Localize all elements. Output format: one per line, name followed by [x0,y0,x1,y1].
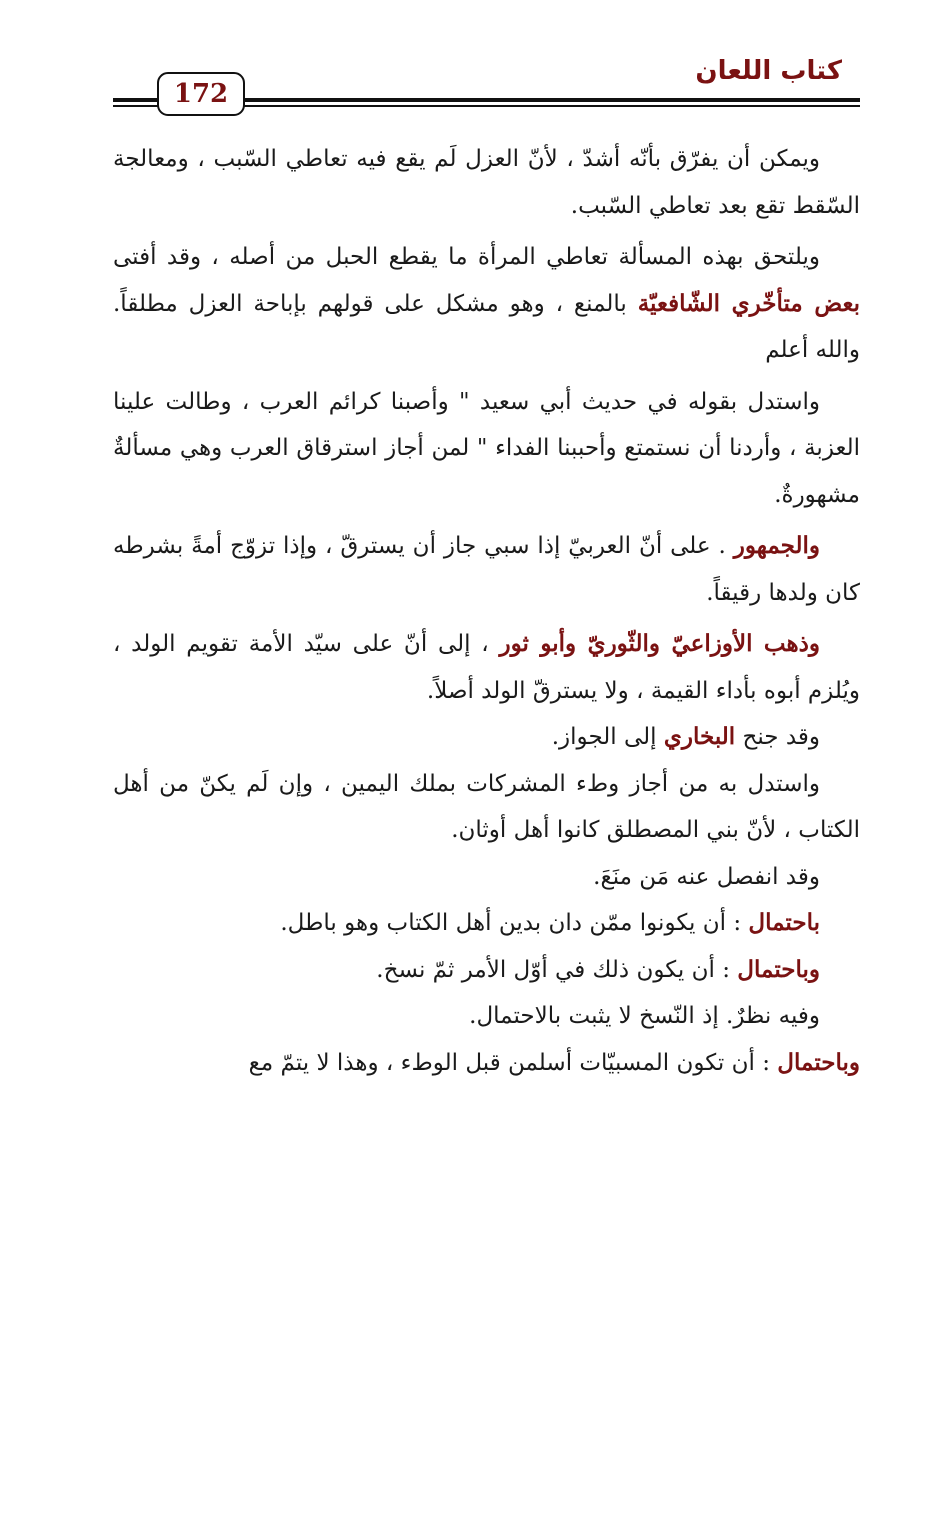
highlighted-name: وذهب الأوزاعيّ والثّوريّ وأبو ثور [499,630,820,657]
highlighted-name: البخاري [663,723,736,750]
text: وفيه نظرٌ. إذ النّسخ لا يثبت بالاحتمال. [469,1003,820,1029]
paragraph-6 [113,714,860,761]
text: وقد انفصل عنه مَن منَعَ. [593,863,820,890]
highlighted-name: بعض متأخّري الشّافعيّة [637,289,861,317]
paragraph-3 [113,379,860,519]
paragraph-9 [113,900,860,947]
text: : أن يكون ذلك في أوّل الأمر ثمّ نسخ. [376,956,738,983]
text: وقد جنح [735,724,820,750]
text: ، إلى أنّ على سيّد الأمة تقويم الولد ، ويُلزم أبوه بأداء القيمة ، ولا يسترقّ الولد أصلاً. [113,631,860,704]
paragraph-8 [113,854,860,901]
page-header [113,50,860,118]
text: : أن تكون المسبيّات أسلمن قبل الوطء ، وهذا لا يتمّ مع [248,1049,778,1076]
paragraph-7 [113,761,860,854]
text: : أن يكونوا ممّن دان بدين أهل الكتاب وهو باطل. [280,910,749,936]
page-number: 172 [157,72,245,116]
book-title: كتاب اللعان [695,56,842,86]
paragraph-12 [113,1040,860,1087]
text: . على أنّ العربيّ إذا سبي جاز أن يسترقّ ، وإذا تزوّج أمةً بشرطه كان ولدها رقيقاً. [113,533,860,606]
paragraph-10 [113,947,860,994]
page-body [113,136,860,1086]
text: ويلتحق بهذه المسألة تعاطي المرأة ما يقطع الحبل من أصله ، وقد أفتى [113,244,820,270]
paragraph-11 [113,993,860,1040]
highlighted-name: وباحتمال [777,1048,860,1076]
paragraph-5 [113,621,860,714]
paragraph-1 [113,136,860,229]
text: إلى الجواز. [551,724,664,750]
highlighted-name: باحتمال [748,909,820,936]
text: بالمنع ، وهو مشكل على قولهم بإباحة العزل مطلقاً. والله أعلم [113,290,860,363]
highlighted-name: والجمهور [733,532,820,559]
paragraph-2 [113,234,860,374]
highlighted-name: وباحتمال [737,955,820,983]
text: واستدل بقوله في حديث أبي سعيد " وأصبنا كرائم العرب ، وطالت علينا العزبة ، وأردنا أن نستمتع وأحببنا الفداء " لمن أجاز استرقاق العرب وهي مسألةٌ مشهورةٌ. [113,388,860,508]
paragraph-4 [113,523,860,616]
text: ويمكن أن يفرّق بأنّه أشدّ ، لأنّ العزل لَم يقع فيه تعاطي السّبب ، ومعالجة السّقط تقع بعد تعاطي السّبب. [113,146,860,219]
text: واستدل به من أجاز وطء المشركات بملك اليمين ، وإن لَم يكنّ من أهل الكتاب ، لأنّ بني المصطلق كانوا أهل أوثان. [113,770,860,843]
